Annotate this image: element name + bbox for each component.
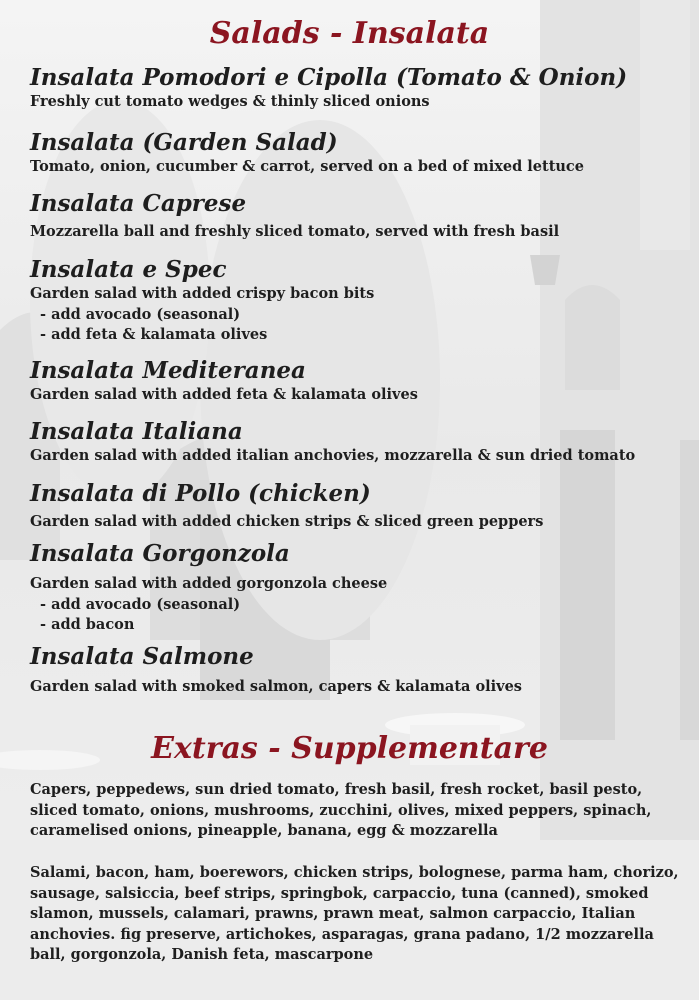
menu-item-name: Insalata (Garden Salad) [30,129,338,156]
menu-item [30,129,679,178]
menu-item [30,540,679,636]
menu-item-description: Tomato, onion, cucumber & carrot, served on a bed of mixed lettuce [30,158,584,175]
extras-meats-paragraph [30,863,679,966]
menu-item-name: Insalata Salmone [30,643,254,670]
extras-line: ball, gorgonzola, Danish feta, mascarpone [30,946,374,963]
menu-item [30,643,679,698]
menu-item-description: Mozzarella ball and freshly sliced tomato, served with fresh basil [30,223,560,240]
menu-item [30,418,679,467]
menu-item-name: Insalata Gorgonzola [30,540,290,567]
menu-item-description-text: Garden salad with added gorgonzola cheese [30,575,388,592]
extras-line: sausage, salsiccia, beef strips, springbok, carpaccio, tuna (canned), smoked [30,884,649,902]
menu-item-name: Insalata Mediteranea [30,357,306,384]
menu-item-description: Garden salad with added chicken strips & sliced green peppers [30,513,544,530]
extras-vegetables-paragraph [30,780,669,842]
menu-item-description [30,284,679,346]
menu-item-addon: - add avocado (seasonal) [40,595,241,613]
extras-line: Salami, bacon, ham, boerewors, chicken strips, bolognese, parma ham, chorizo, [30,864,679,881]
extras-line: Capers, peppedews, sun dried tomato, fresh basil, fresh rocket, basil pesto, [30,781,643,798]
menu-item-description: Garden salad with smoked salmon, capers & kalamata olives [30,678,522,695]
extras-heading: Extras - Supplementare [151,731,548,766]
menu-item-addon: - add avocado (seasonal) [40,305,241,323]
menu-item [30,480,679,533]
menu-item [30,357,679,406]
menu-item-addon: - add feta & kalamata olives [40,326,268,343]
menu-item-description: Garden salad with added italian anchovies, mozzarella & sun dried tomato [30,447,636,464]
menu-item-name: Insalata di Pollo (chicken) [30,480,371,507]
menu-item-description: Garden salad with added feta & kalamata olives [30,386,418,403]
menu-item-name: Insalata Caprese [30,190,247,217]
extras-line: anchovies. fig preserve, artichokes, asparagas, grana padano, 1/2 mozzarella [30,925,654,943]
salads-heading: Salads - Insalata [209,16,490,51]
menu-item-name: Insalata e Spec [30,256,227,283]
menu-item-name: Insalata Italiana [30,418,243,445]
extras-line: caramelised onions, pineapple, banana, egg & mozzarella [30,822,498,839]
menu-item-addon: - add bacon [40,616,135,633]
extras-line: slamon, mussels, calamari, prawns, prawn meat, salmon carpaccio, Italian [30,905,636,922]
menu-item-description-text: Garden salad with added crispy bacon bits [30,285,375,302]
menu-item-description [30,574,679,636]
menu-item [30,190,679,243]
menu-item [30,64,679,113]
menu-item [30,256,679,346]
menu-item-description: Freshly cut tomato wedges & thinly sliced onions [30,93,430,110]
extras-line: sliced tomato, onions, mushrooms, zucchini, olives, mixed peppers, spinach, [30,801,652,819]
menu-item-name: Insalata Pomodori e Cipolla (Tomato & Onion) [30,64,628,91]
